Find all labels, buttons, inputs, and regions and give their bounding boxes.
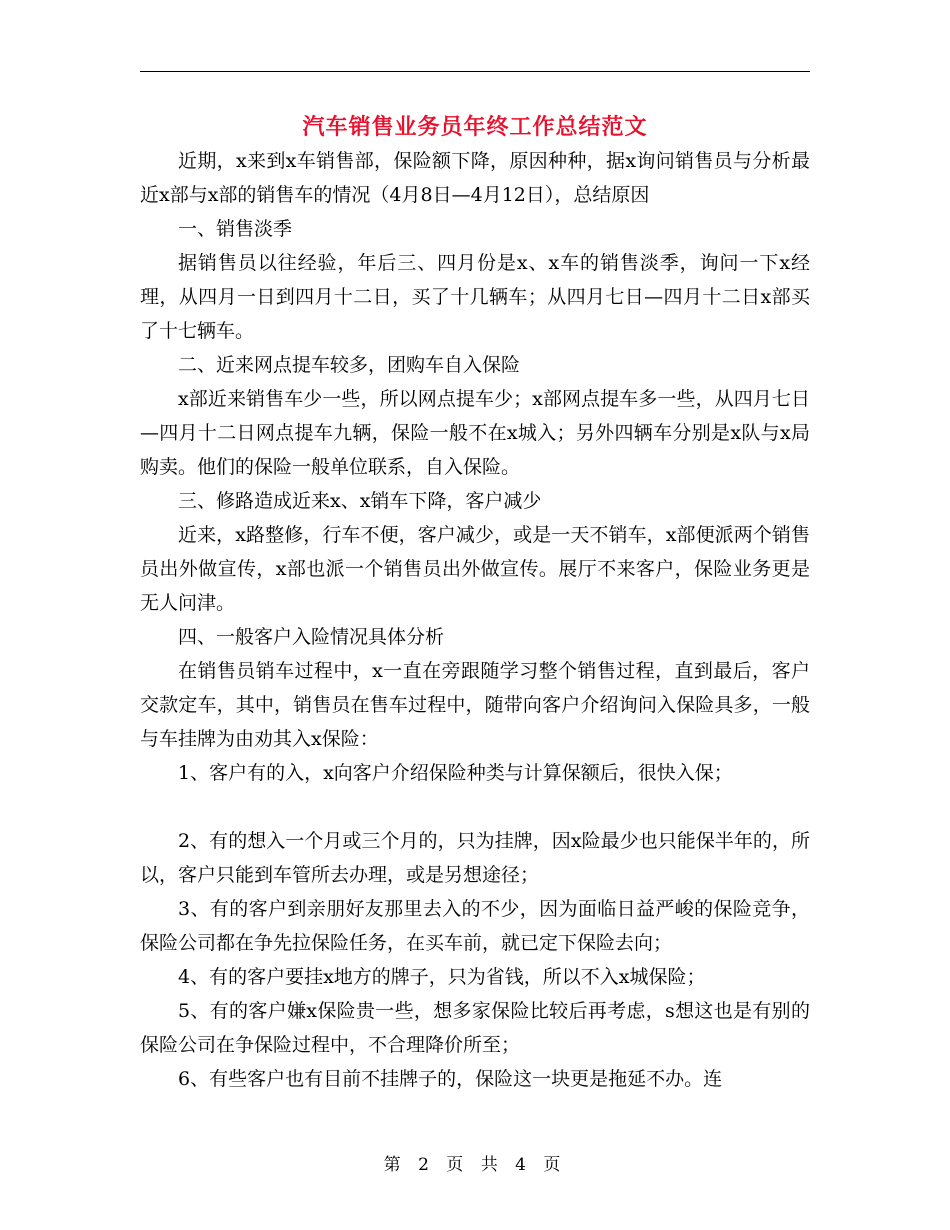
section-heading-3: 三、修路造成近来x、x销车下降，客户减少 <box>178 490 542 512</box>
paragraph-section-2: x部近来销售车少一些，所以网点提车少；x部网点提车多一些，从四月七日—四月十二日网点提车九辆，保险一般不在x城入；另外四辆车分别是x队与x局购卖。他们的保险一般单位联系，自入保险。 <box>140 388 810 478</box>
list-item-2: 2、有的想入一个月或三个月的，只为挂牌，因x险最少也只能保半年的，所以，客户只能到车管所去办理，或是另想途径； <box>140 830 810 886</box>
list-item-1: 1、客户有的入，x向客户介绍保险种类与计算保额后，很快入保； <box>178 762 733 784</box>
list-item-5: 5、有的客户嫌x保险贵一些，想多家保险比较后再考虑，s想这也是有别的保险公司在争保险过程中，不合理降价所至； <box>140 1000 810 1056</box>
section-heading-4: 四、一般客户入险情况具体分析 <box>178 626 445 648</box>
header-rule <box>140 71 810 72</box>
paragraph-section-1: 据销售员以往经验，年后三、四月份是x、x车的销售淡季，询问一下x经理，从四月一日到四月十二日，买了十几辆车；从四月七日—四月十二日x部买了十七辆车。 <box>140 252 810 342</box>
list-item-4: 4、有的客户要挂x地方的牌子，只为省钱，所以不入x城保险； <box>178 966 706 988</box>
paragraph-intro: 近期，x来到x车销售部，保险额下降，原因种种，据x询问销售员与分析最近x部与x部的销售车的情况（4月8日—4月12日），总结原因 <box>140 150 810 206</box>
section-heading-2: 二、近来网点提车较多，团购车自入保险 <box>178 354 521 376</box>
list-item-6: 6、有些客户也有目前不挂牌子的，保险这一块更是拖延不办。连 <box>178 1068 723 1090</box>
document-title: 汽车销售业务员年终工作总结范文 <box>302 114 648 140</box>
paragraph-section-3: 近来，x路整修，行车不便，客户减少，或是一天不销车，x部便派两个销售员出外做宣传，x部也派一个销售员出外做宣传。展厅不来客户，保险业务更是无人问津。 <box>140 524 810 614</box>
list-item-3: 3、有的客户到亲朋好友那里去入的不少，因为面临日益严峻的保险竞争，保险公司都在争先拉保险任务，在买车前，就已定下保险去向； <box>140 898 810 954</box>
document-body <box>140 144 810 1096</box>
page-number-footer: 第 2 页 共 4 页 <box>383 1155 567 1175</box>
section-heading-1: 一、销售淡季 <box>178 218 293 240</box>
paragraph-section-4: 在销售员销车过程中，x一直在旁跟随学习整个销售过程，直到最后，客户交款定车，其中，销售员在售车过程中，随带向客户介绍询问入保险具多，一般与车挂牌为由劝其入x保险： <box>140 660 810 750</box>
